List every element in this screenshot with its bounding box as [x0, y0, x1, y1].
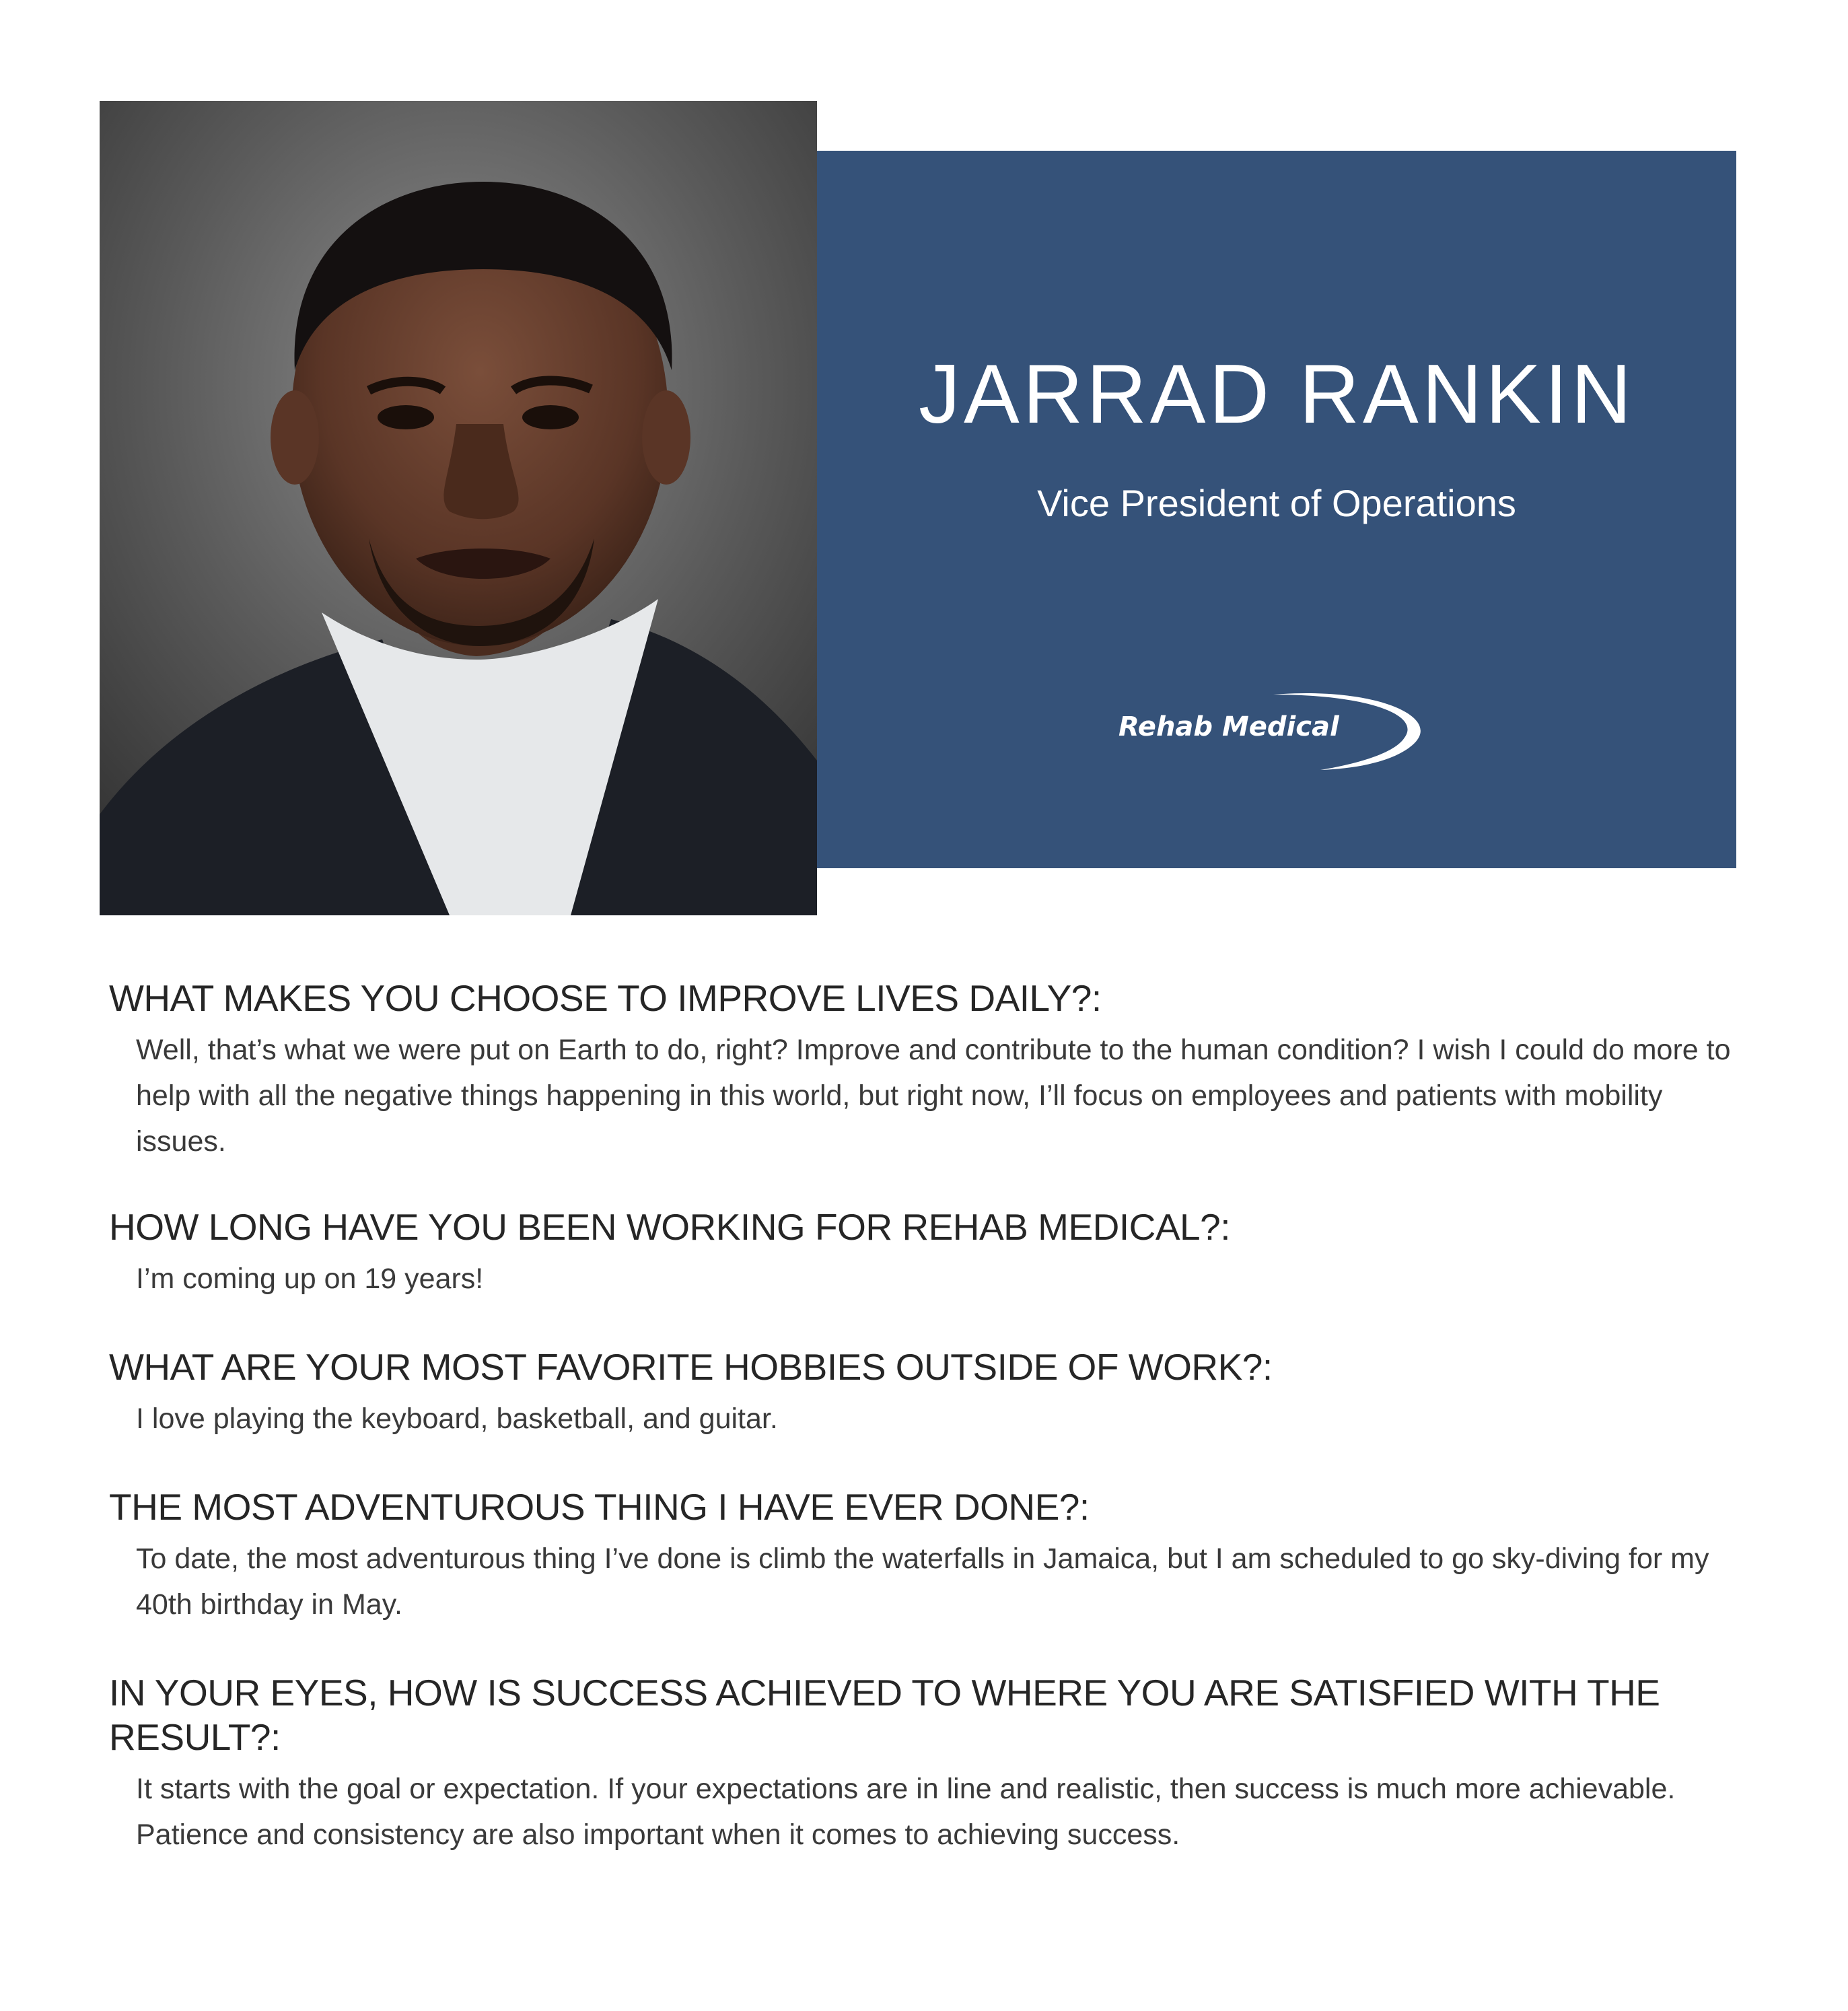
- answer-text: It starts with the goal or expectation. If your expectations are in line and realistic, then success is much more achievable. Patience and consistency are also important when it comes to achieving success.: [136, 1773, 1676, 1851]
- question-heading: THE MOST ADVENTUROUS THING I HAVE EVER DONE?:: [109, 1486, 1090, 1528]
- qa-item-5: [109, 1670, 1738, 1858]
- qa-item-2: [109, 1205, 1738, 1302]
- name-panel: [817, 151, 1736, 868]
- question-heading: WHAT ARE YOUR MOST FAVORITE HOBBIES OUTSIDE OF WORK?:: [109, 1346, 1273, 1388]
- answer-text: I’m coming up on 19 years!: [136, 1263, 484, 1295]
- portrait-illustration: [100, 101, 817, 915]
- person-role: Vice President of Operations: [1037, 482, 1516, 524]
- question-heading: WHAT MAKES YOU CHOOSE TO IMPROVE LIVES DAILY?:: [109, 977, 1102, 1019]
- qa-item-3: [109, 1345, 1738, 1442]
- logo-text: Rehab Medical: [1118, 711, 1339, 742]
- qa-item-4: [109, 1485, 1738, 1627]
- answer-text: To date, the most adventurous thing I’ve done is climb the waterfalls in Jamaica, but I am scheduled to go sky-diving for my 40th birthday in May.: [136, 1543, 1709, 1621]
- qa-item-1: [109, 976, 1738, 1164]
- answer-text: I love playing the keyboard, basketball, and guitar.: [136, 1403, 778, 1435]
- question-heading: IN YOUR EYES, HOW IS SUCCESS ACHIEVED TO WHERE YOU ARE SATISFIED WITH THE RESULT?:: [109, 1672, 1660, 1758]
- answer-text: Well, that’s what we were put on Earth to do, right? Improve and contribute to the human condition? I wish I could do more to help with all the negative things happening in this world, but right now, I’ll focus on employees and patients with mobility issues.: [136, 1034, 1731, 1158]
- company-logo: [1118, 689, 1442, 770]
- question-heading: HOW LONG HAVE YOU BEEN WORKING FOR REHAB MEDICAL?:: [109, 1206, 1231, 1248]
- profile-photo: [100, 101, 817, 915]
- person-name: JARRAD RANKIN: [918, 348, 1635, 441]
